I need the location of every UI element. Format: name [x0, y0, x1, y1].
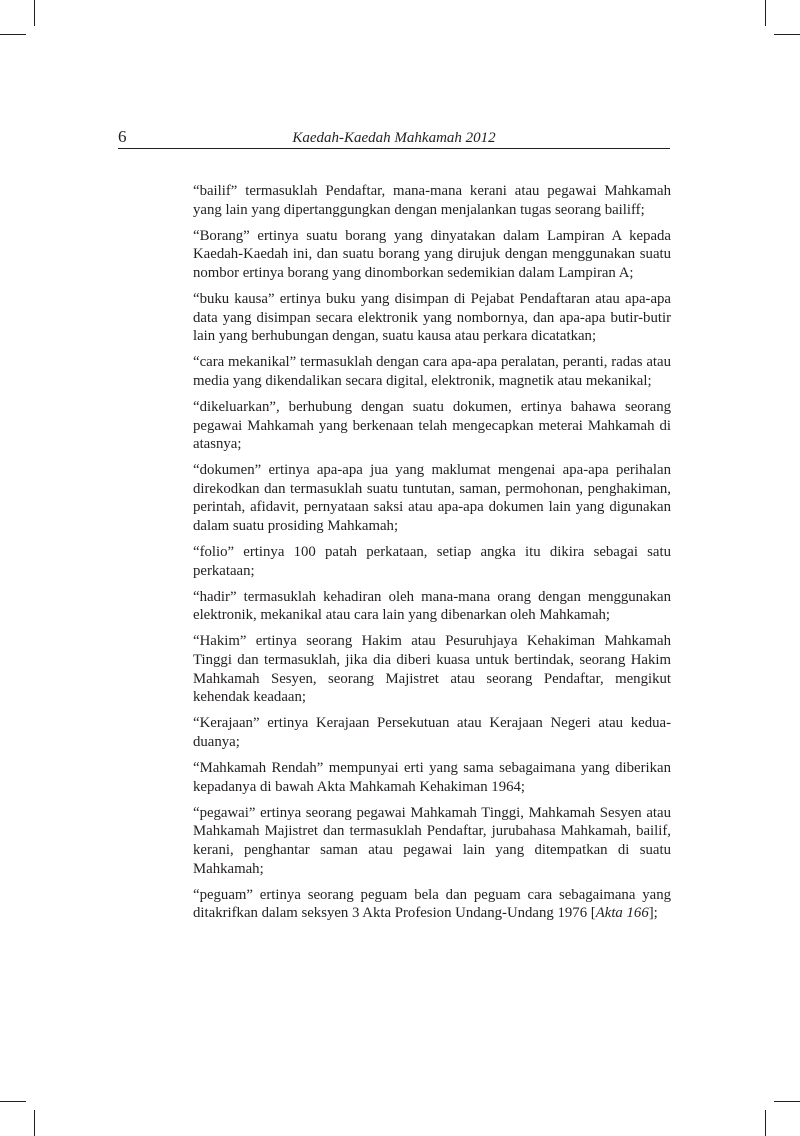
definition-hadir: “hadir” termasuklah kehadiran oleh mana-mana orang dengan menggunakan elektronik, mekanikal atau cara lain yang dibenarkan oleh Mahkamah; [193, 588, 671, 624]
crop-mark-bottom-right-vertical [765, 1110, 766, 1136]
definition-dikeluarkan: “dikeluarkan”, berhubung dengan suatu dokumen, ertinya bahawa seorang pegawai Mahkamah yang berkenaan telah mengecapkan meterai Mahkamah di atasnya; [193, 398, 671, 453]
definition-bailif: “bailif” termasuklah Pendaftar, mana-mana kerani atau pegawai Mahkamah yang lain yang dipertanggungkan dengan menjalankan tugas seorang bailiff; [193, 183, 671, 218]
crop-mark-bottom-left-vertical [34, 1110, 35, 1136]
crop-mark-top-left-vertical [34, 0, 35, 26]
definition-pegawai: “pegawai” ertinya seorang pegawai Mahkamah Tinggi, Mahkamah Sesyen atau Mahkamah Majistret dan termasuklah Pendaftar, jurubahasa Mahkamah, bailif, kerani, penghantar saman atau pegawai lain yang ditempatkan di suatu Mahkamah; [193, 804, 671, 877]
definition-folio: “folio” ertinya 100 patah perkataan, setiap angka itu dikira sebagai satu perkataan; [193, 544, 671, 579]
definitions-list [193, 182, 671, 930]
running-title: Kaedah-Kaedah Mahkamah 2012 [292, 130, 496, 146]
crop-mark-top-right-vertical [765, 0, 766, 26]
crop-mark-top-right-horizontal [774, 34, 800, 35]
definition-buku-kausa: “buku kausa” ertinya buku yang disimpan di Pejabat Pendaftaran atau apa-apa data yang disimpan secara elektronik yang nombornya, dan apa-apa butir-butir lain yang berhubungan dengan, suatu kausa atau perkara dicatatkan; [193, 290, 671, 345]
definition-kerajaan: “Kerajaan” ertinya Kerajaan Persekutuan atau Kerajaan Negeri atau kedua-duanya; [193, 715, 671, 750]
definition-mahkamah-rendah: “Mahkamah Rendah” mempunyai erti yang sama sebagaimana yang diberikan kepadanya di bawah Akta Mahkamah Kehakiman 1964; [193, 760, 671, 795]
definition-hakim: “Hakim” ertinya seorang Hakim atau Pesuruhjaya Kehakiman Mahkamah Tinggi dan termasuklah, jika dia diberi kuasa untuk bertindak, seorang Hakim Mahkamah Sesyen, seorang Majistret atau seorang Pendaftar, mengikut kehendak keadaan; [193, 633, 672, 706]
crop-mark-bottom-left-horizontal [0, 1101, 26, 1102]
definition-cara-mekanikal: “cara mekanikal” termasuklah dengan cara apa-apa peralatan, peranti, radas atau media yang dikendalikan secara digital, elektronik, magnetik atau mekanikal; [193, 354, 672, 389]
definition-dokumen: “dokumen” ertinya apa-apa jua yang maklumat mengenai apa-apa perihalan direkodkan dan termasuklah suatu tuntutan, saman, permohonan, penghakiman, perintah, afidavit, pernyataan saksi atau apa-apa dokumen lain yang digunakan dalam suatu prosiding Mahkamah; [193, 462, 672, 534]
crop-mark-top-left-horizontal [0, 34, 26, 35]
page-number: 6 [118, 127, 127, 146]
crop-mark-bottom-right-horizontal [774, 1101, 800, 1102]
definition-borang: “Borang” ertinya suatu borang yang dinyatakan dalam Lampiran A kepada Kaedah-Kaedah ini, dan suatu borang yang dirujuk dengan menggunakan suatu nombor ertinya borang yang dinomborkan sedemikian dalam Lampiran A; [193, 227, 672, 281]
page-header [118, 128, 670, 149]
definition-peguam: “peguam” ertinya seorang peguam bela dan peguam cara sebagaimana yang ditakrifkan dalam seksyen 3 Akta Profesion Undang-Undang 1976 [Akta 166]; [193, 886, 671, 922]
act-reference: Akta 166 [595, 905, 649, 922]
